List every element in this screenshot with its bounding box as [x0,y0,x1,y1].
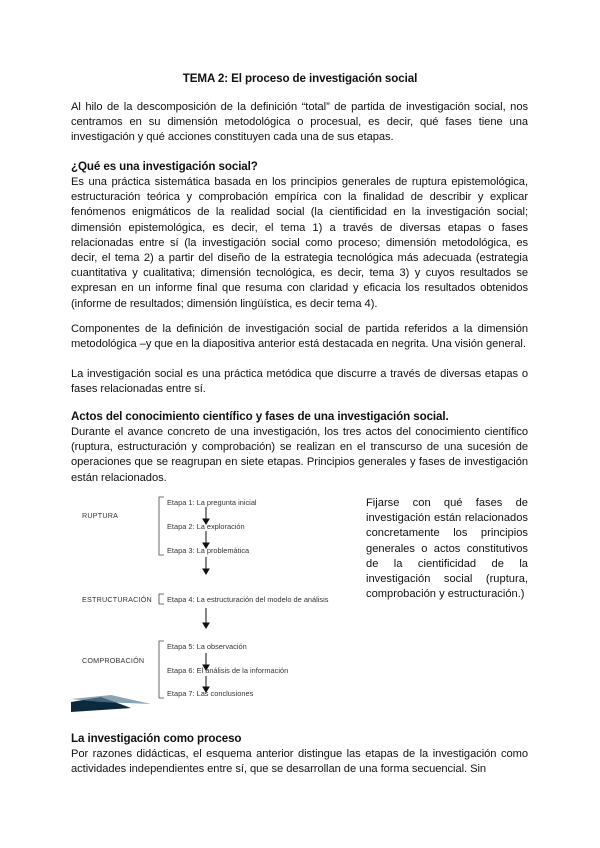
stage-3: Etapa 3: La problemática [167,546,250,555]
section-heading-process: La investigación como proceso [71,732,242,745]
section-heading-what-is: ¿Qué es una investigación social? [71,160,258,173]
brace-comprobacion [159,641,164,698]
definition-paragraph: Es una práctica sistemática basada en los principios generales de ruptura epistemológica, estructuración teórica y comprobación empírica con la finalidad de describir y explicar fenómenos enigmáticos de la realidad social (la cientificidad en la investigación social; dimensión epistemológica, es decir, el tema 1) a través de diversas etapas o fases relacionadas entre sí (la investigación social como proceso; dimensión metodológica, es decir, el tema 2) a partir del diseño de la estrategia tecnológica más adecuada (estrategia cuantitativa y cualitativa; dimensión tecnológica, es decir, tema 3) y cuyos resultados se expresan en un informe final que resuma con claridad y eficacia los resultados obtenidos (informe de resultados; dimensión lingüística, es decir tema 4). [71,176,528,310]
components-paragraph: Componentes de la definición de investigación social de partida referidos a la dimensión metodológica –y que en la diapositiva anterior está destacada en negrita. Una visión general. [71,323,528,351]
brace-ruptura [159,497,164,555]
acts-paragraph: Durante el avance concreto de una investigación, los tres actos del conocimiento científico (ruptura, estructuración y comprobación) se realizan en el transcurso de una sucesión de operaciones que se reagrupan en siete etapas. Principios generales y fases de investigación están relacionados. [71,426,528,484]
stage-7: Etapa 7: Las conclusiones [167,689,254,698]
diagram-note: Fijarse con qué fases de investigación están relacionados concretamente los principios generales o actos constitutivos de la cientificidad de la investigación social (ruptura, comprobación y estructuración.) [366,497,528,601]
act-comprobacion: COMPROBACIÓN [82,656,145,665]
section-heading-acts: Actos del conocimiento científico y fases de una investigación social. [71,410,449,423]
process-paragraph: Por razones didácticas, el esquema anterior distingue las etapas de la investigación como actividades independientes entre sí, que se desarrollan de una forma secuencial. Sin [71,748,528,776]
method-paragraph: La investigación social es una práctica metódica que discurre a través de diversas etapas o fases relacionadas entre sí. [71,368,528,396]
page-title: TEMA 2: El proceso de investigación social [182,72,418,85]
stage-1: Etapa 1: La pregunta inicial [167,498,257,507]
act-estructuracion: ESTRUCTURACIÓN [82,595,152,604]
stage-5: Etapa 5: La observación [167,642,247,651]
brace-estructuracion [159,594,164,604]
stage-4: Etapa 4: La estructuración del modelo de análisis [167,595,329,604]
act-ruptura: RUPTURA [82,511,119,520]
intro-paragraph: Al hilo de la descomposición de la definición “total” de partida de investigación social, nos centramos en su dimensión metodológica o procesual, es decir, qué fases tiene una investigación y qué acciones constituyen cada una de sus etapas. [71,101,528,144]
research-stages-diagram [71,490,371,715]
stage-6: Etapa 6: El análisis de la información [167,666,289,675]
stage-2: Etapa 2: La exploración [167,522,245,531]
